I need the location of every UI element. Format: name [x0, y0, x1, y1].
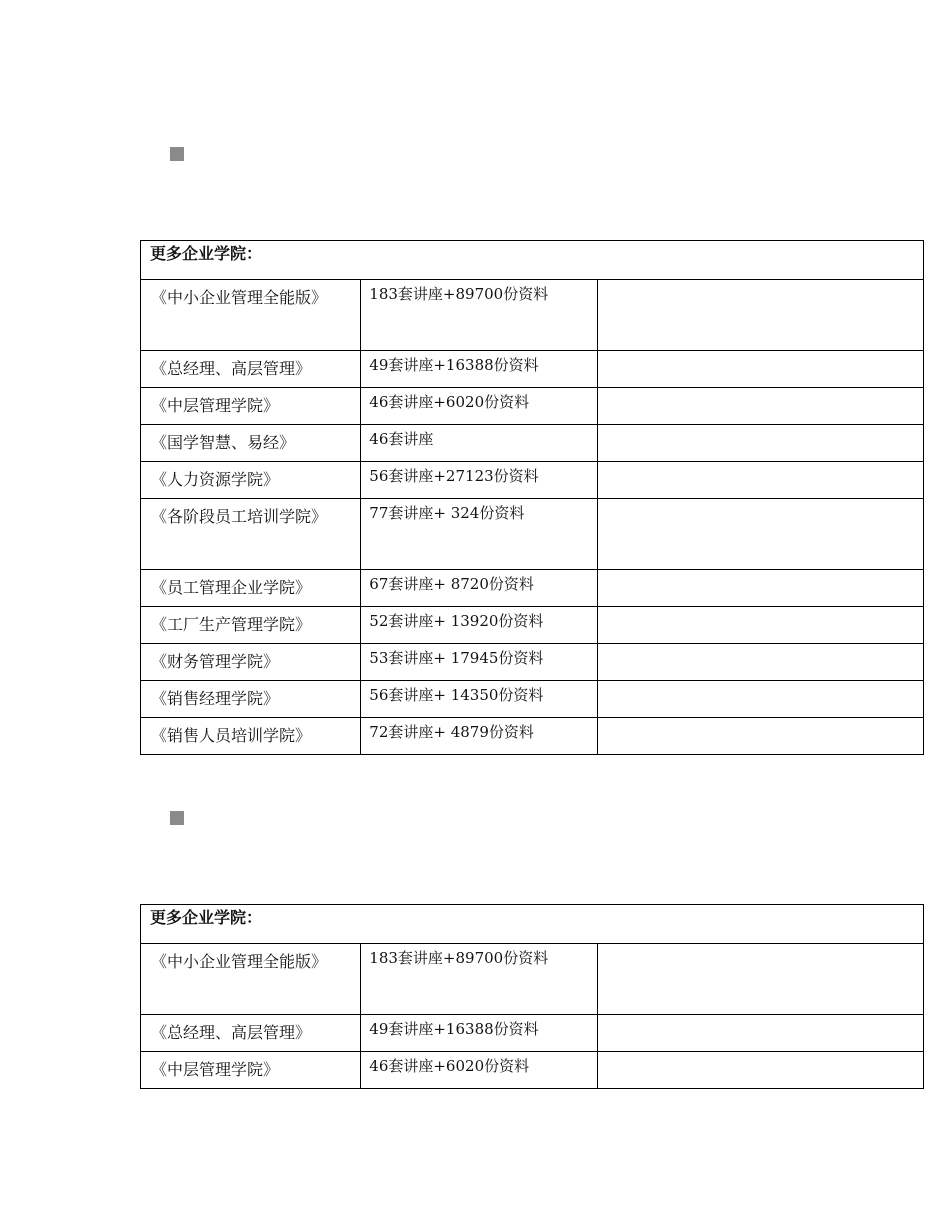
table-row: [141, 425, 924, 462]
course-count: 183套讲座+89700份资料: [361, 280, 597, 351]
course-count: 46套讲座+6020份资料: [361, 388, 597, 425]
course-extra: [597, 1052, 923, 1089]
course-name: 《销售经理学院》: [141, 681, 361, 718]
course-name: 《财务管理学院》: [141, 644, 361, 681]
course-extra: [597, 1015, 923, 1052]
table-header: 更多企业学院：: [141, 905, 924, 944]
course-count: 67套讲座+ 8720份资料: [361, 570, 597, 607]
academy-catalog-table: [140, 904, 924, 1089]
course-count: 77套讲座+ 324份资料: [361, 499, 597, 570]
section-bullet-marker: [170, 811, 184, 825]
course-name: 《中层管理学院》: [141, 1052, 361, 1089]
table-row: [141, 944, 924, 1015]
course-extra: [597, 644, 923, 681]
course-name: 《总经理、高层管理》: [141, 1015, 361, 1052]
course-extra: [597, 944, 923, 1015]
course-name: 《销售人员培训学院》: [141, 718, 361, 755]
course-extra: [597, 607, 923, 644]
course-count: 49套讲座+16388份资料: [361, 351, 597, 388]
table-row: [141, 644, 924, 681]
course-count: 53套讲座+ 17945份资料: [361, 644, 597, 681]
section-bullet-marker: [170, 147, 184, 161]
course-count: 49套讲座+16388份资料: [361, 1015, 597, 1052]
course-count: 46套讲座+6020份资料: [361, 1052, 597, 1089]
course-count: 72套讲座+ 4879份资料: [361, 718, 597, 755]
table-row: [141, 718, 924, 755]
course-name: 《总经理、高层管理》: [141, 351, 361, 388]
course-name: 《中层管理学院》: [141, 388, 361, 425]
course-count: 52套讲座+ 13920份资料: [361, 607, 597, 644]
course-extra: [597, 425, 923, 462]
course-name: 《员工管理企业学院》: [141, 570, 361, 607]
course-extra: [597, 499, 923, 570]
course-name: 《中小企业管理全能版》: [141, 944, 361, 1015]
table-row: [141, 388, 924, 425]
table-row: [141, 462, 924, 499]
course-extra: [597, 280, 923, 351]
course-name: 《人力资源学院》: [141, 462, 361, 499]
course-count: 56套讲座+27123份资料: [361, 462, 597, 499]
course-name: 《工厂生产管理学院》: [141, 607, 361, 644]
table-header-row: [141, 241, 924, 280]
course-extra: [597, 462, 923, 499]
course-count: 183套讲座+89700份资料: [361, 944, 597, 1015]
course-extra: [597, 718, 923, 755]
course-extra: [597, 388, 923, 425]
table-row: [141, 607, 924, 644]
course-extra: [597, 351, 923, 388]
course-extra: [597, 681, 923, 718]
table-row: [141, 1015, 924, 1052]
table-row: [141, 1052, 924, 1089]
course-name: 《各阶段员工培训学院》: [141, 499, 361, 570]
course-name: 《国学智慧、易经》: [141, 425, 361, 462]
table-header-row: [141, 905, 924, 944]
course-count: 56套讲座+ 14350份资料: [361, 681, 597, 718]
course-extra: [597, 570, 923, 607]
course-count: 46套讲座: [361, 425, 597, 462]
table-header: 更多企业学院：: [141, 241, 924, 280]
table-row: [141, 570, 924, 607]
table-row: [141, 499, 924, 570]
course-name: 《中小企业管理全能版》: [141, 280, 361, 351]
table-row: [141, 351, 924, 388]
table-row: [141, 681, 924, 718]
table-row: [141, 280, 924, 351]
academy-catalog-table: [140, 240, 924, 755]
